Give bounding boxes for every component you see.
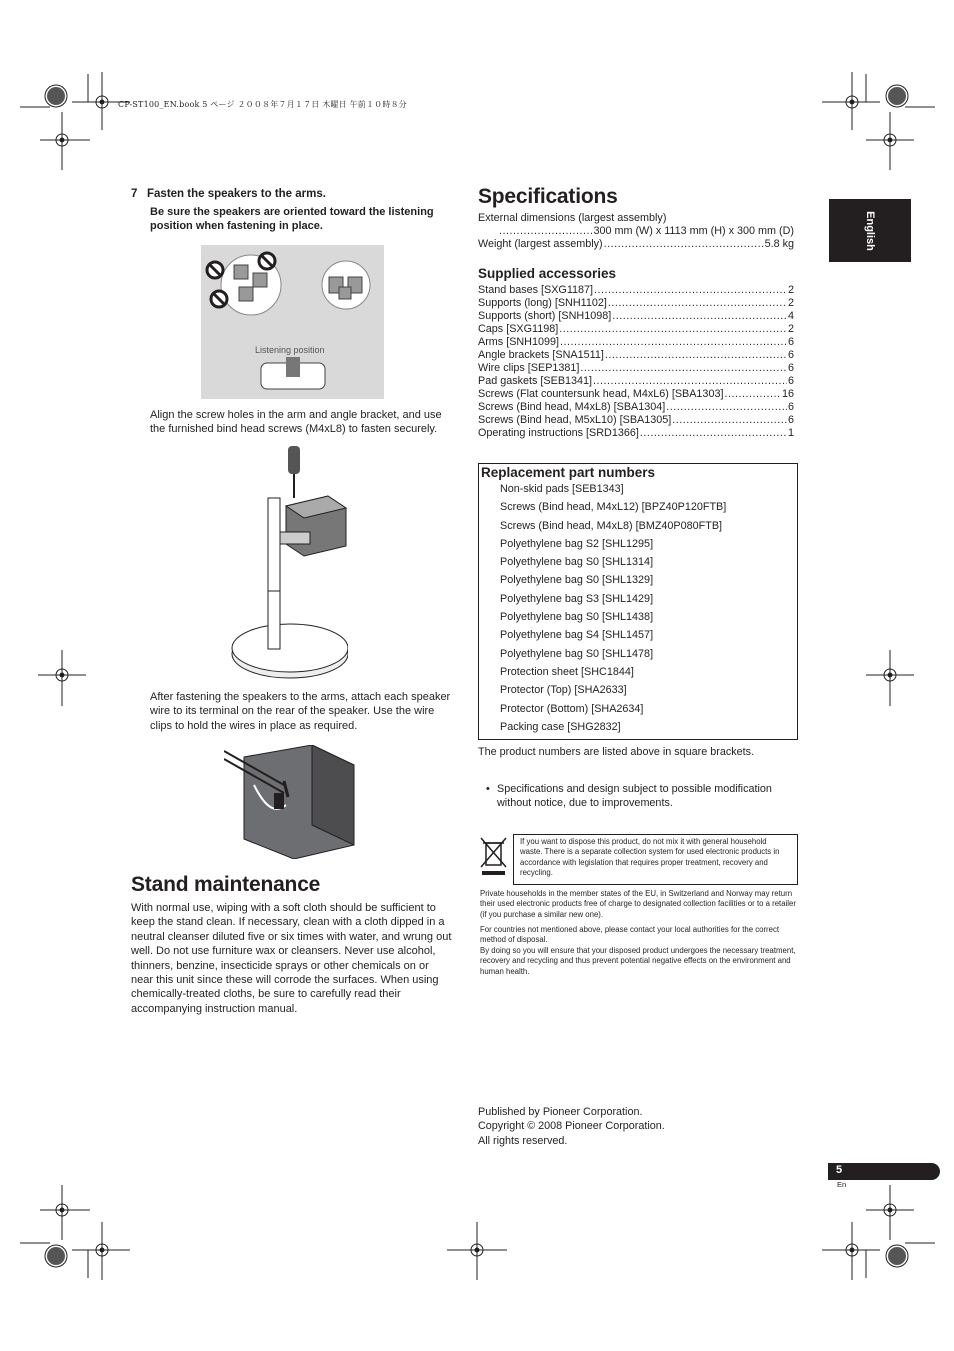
replacement-item: Polyethylene bag S0 [SHL1314] xyxy=(500,556,654,569)
accessories-title: Supplied accessories xyxy=(478,266,617,281)
wire-paragraph: After fastening the speakers to the arms, attach each speaker wire to its terminal on the rear of the speaker. Use the wire clips to hold the wires in place as required. xyxy=(150,691,451,732)
accessories-list xyxy=(478,284,794,440)
weee-para-1: Private households in the member states of the EU, in Switzerland and Norway may return their used electronic products free of charge to designated collection facilities or to a retailer (if you purchase a similar new one). xyxy=(480,889,796,919)
accessory-row: Arms [SNH1099] ..... 6 xyxy=(478,336,794,349)
step-title: Fasten the speakers to the arms. xyxy=(147,188,326,200)
accessory-row: Angle brackets [SNA1511] ..... 6 xyxy=(478,349,794,362)
maintenance-title: Stand maintenance xyxy=(131,873,321,896)
weee-notice-box: If you want to dispose this product, do not mix it with general household waste. There is a separate collection system for used electronic products in accordance with legislation that requires proper treatment, recovery and recycling. xyxy=(513,834,798,885)
language-tab-label: English xyxy=(863,210,876,251)
accessory-row: Wire clips [SEP1381] ..... 6 xyxy=(478,362,794,375)
weee-para-2: For countries not mentioned above, please contact your local authorities for the correct method of disposal. xyxy=(480,925,780,945)
replacement-title: Replacement part numbers xyxy=(481,465,656,480)
replacement-item: Polyethylene bag S0 [SHL1438] xyxy=(500,611,654,624)
maintenance-text: With normal use, wiping with a soft cloth should be sufficient to keep the stand clean. If necessary, clean with a cloth dipped in a neutral cleanser diluted five or six times with water, and wrung out well. Do not use furniture wax or cleansers. Never use alcohol, thinners, benzine, insecticide sprays or other chemicals on or near this unit since these will corrode the surfaces. When using chemically-treated cloths, be sure to carefully read their accompanying instruction manual. xyxy=(131,902,452,1015)
dimensions-label: External dimensions (largest assembly) xyxy=(478,212,667,224)
specifications-title: Specifications xyxy=(478,185,618,208)
figure-label: Listening position xyxy=(255,345,325,355)
replacement-item: Protector (Bottom) [SHA2634] xyxy=(500,702,644,715)
page-number-bar xyxy=(828,1163,940,1180)
replacement-item: Protector (Top) [SHA2633] xyxy=(500,684,627,697)
step-number: 7 xyxy=(131,188,138,200)
replacement-box xyxy=(478,463,798,740)
replacement-list xyxy=(479,480,797,736)
accessory-row: Screws (Bind head, M4xL8) [SBA1304] ..... 6 xyxy=(478,401,794,414)
bullet-dot: • xyxy=(486,783,490,795)
dimensions-value: 300 mm (W) x 1113 mm (H) x 300 mm (D) xyxy=(593,225,794,237)
accessory-row: Supports (long) [SNH1102] ..... 2 xyxy=(478,297,794,310)
weight-row xyxy=(478,238,794,251)
replacement-item: Screws (Bind head, M4xL12) [BPZ40P120FTB] xyxy=(500,501,727,514)
page-number: 5 xyxy=(836,1164,843,1176)
replacement-item: Protection sheet [SHC1844] xyxy=(500,665,634,678)
replacement-item: Polyethylene bag S0 [SHL1329] xyxy=(500,574,654,587)
weight-label: Weight (largest assembly) xyxy=(478,238,603,250)
product-numbers-note: The product numbers are listed above in square brackets. xyxy=(478,746,755,758)
replacement-item: Packing case [SHG2832] xyxy=(500,720,621,733)
accessory-row: Supports (short) [SNH1098] ..... 4 xyxy=(478,310,794,323)
accessory-row: Stand bases [SXG1187] ..... 2 xyxy=(478,284,794,297)
weee-para-3: By doing so you will ensure that your disposed product undergoes the necessary treatment, recovery and recycling and thus prevent potential negative effects on the environment and human health. xyxy=(480,946,796,976)
align-paragraph: Align the screw holes in the arm and angle bracket, and use the furnished bind head screws (M4xL8) to fasten securely. xyxy=(150,409,442,436)
replacement-item: Polyethylene bag S4 [SHL1457] xyxy=(500,629,654,642)
accessory-row: Caps [SXG1198] ..... 2 xyxy=(478,323,794,336)
orientation-illustration xyxy=(201,245,384,399)
accessory-row: Screws (Bind head, M5xL10) [SBA1305] ..... 6 xyxy=(478,414,794,427)
replacement-item: Screws (Bind head, M4xL8) [BMZ40P080FTB] xyxy=(500,519,723,532)
stand-screw-illustration xyxy=(228,446,348,681)
replacement-item: Polyethylene bag S3 [SHL1429] xyxy=(500,592,654,605)
wire-clip-illustration xyxy=(224,745,355,859)
crossed-bin-icon xyxy=(480,837,507,877)
file-header: CP-ST100_EN.book 5 ページ ２００８年７月１７日 木曜日 午前１０時８分 xyxy=(118,100,407,109)
publisher-line-2: Copyright © 2008 Pioneer Corporation. xyxy=(478,1120,665,1133)
replacement-item: Polyethylene bag S0 [SHL1478] xyxy=(500,647,654,660)
spec-list xyxy=(478,212,794,251)
publisher-block xyxy=(478,1105,665,1148)
bullet-text: Specifications and design subject to possible modification without notice, due to improvements. xyxy=(497,783,772,810)
publisher-line-1: Published by Pioneer Corporation. xyxy=(478,1106,643,1118)
replacement-item: Polyethylene bag S2 [SHL1295] xyxy=(500,537,654,550)
modification-bullet xyxy=(486,782,798,811)
publisher-line-3: All rights reserved. xyxy=(478,1134,568,1147)
orientation-figure xyxy=(201,245,384,399)
dimensions-row xyxy=(478,225,794,238)
weight-value: 5.8 kg xyxy=(764,238,794,250)
step-heading xyxy=(131,188,326,200)
accessory-row: Pad gaskets [SEB1341] ..... 6 xyxy=(478,375,794,388)
step-note: Be sure the speakers are oriented toward the listening position when fastening in place. xyxy=(150,206,434,232)
accessory-row: Screws (Flat countersunk head, M4xL6) [SBA1303] ..... 16 xyxy=(478,388,794,401)
page-language-code: En xyxy=(837,1180,847,1189)
replacement-item: Non-skid pads [SEB1343] xyxy=(500,483,624,495)
accessory-row: Operating instructions [SRD1366] ..... 1 xyxy=(478,427,794,440)
